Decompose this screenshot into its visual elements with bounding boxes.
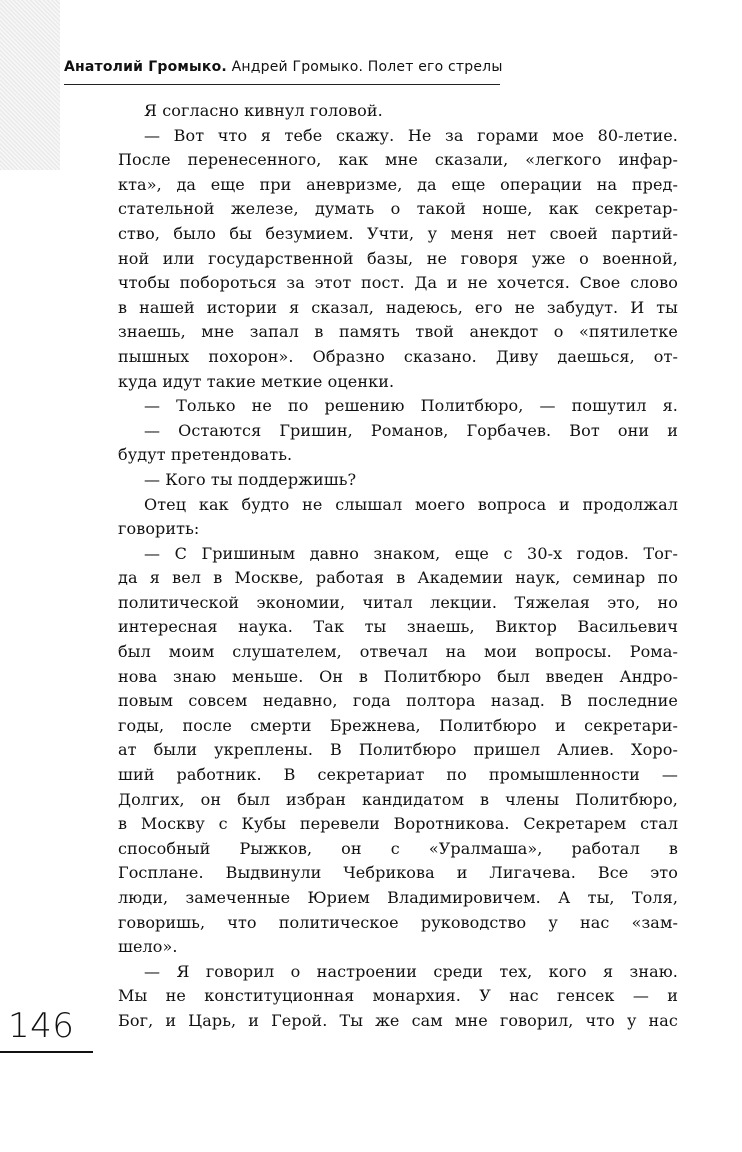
text-line: шело». (118, 937, 178, 957)
page-number-rule (0, 1051, 93, 1053)
text-line: говорить: (118, 519, 200, 539)
text-line: — Вот что я тебе скажу. Не за горами мое 80-летие. (144, 125, 678, 145)
text-line: — Только не по решению Политбюро, — пошутил я. (144, 396, 678, 416)
text-line: знаешь, мне запал в память твой анекдот о «пятилетке (118, 322, 678, 342)
text-line: ной или государственной базы, не говоря уже о военной, (118, 248, 678, 268)
text-line: в нашей истории я сказал, надеюсь, его не забудут. И ты (118, 297, 678, 317)
text-line: Я согласно кивнул головой. (144, 101, 383, 120)
text-line: После перенесенного, как мне сказали, «легкого инфар- (118, 150, 678, 170)
text-line: — Остаются Гришин, Романов, Горбачев. Вот они и (144, 420, 678, 440)
text-line: пышных похорон». Образно сказано. Диву даешься, от- (118, 346, 678, 366)
text-line: говоришь, что политическое руководство у нас «зам- (118, 912, 678, 932)
text-line: — С Гришиным давно знаком, еще с 30-х годов. Тог- (144, 543, 678, 563)
text-line: был моим слушателем, отвечал на мои вопросы. Рома- (118, 642, 678, 662)
text-line: кта», да еще при аневризме, да еще операции на пред- (118, 174, 678, 194)
text-line: способный Рыжков, он с «Уралмаша», работал в (118, 838, 678, 858)
body-text (118, 99, 678, 1034)
page-number: 146 (8, 1006, 75, 1046)
text-line: ство, было бы безумием. Учти, у меня нет своей партий- (118, 223, 678, 243)
text-line: повым совсем недавно, года полтора назад. В последние (118, 691, 678, 711)
text-line: чтобы побороться за этот пост. Да и не хочется. Свое слово (118, 273, 678, 293)
header-rule (64, 84, 500, 85)
text-line: политической экономии, читал лекции. Тяжелая это, но (118, 592, 678, 612)
text-line: люди, замеченные Юрием Владимировичем. А ты, Толя, (118, 888, 678, 907)
header-author: Анатолий Громыко. (64, 59, 227, 75)
text-line: годы, после смерти Брежнева, Политбюро и секретари- (118, 715, 678, 735)
text-line: в Москву с Кубы перевели Воротникова. Секретарем стал (118, 814, 678, 834)
text-line: нова знаю меньше. Он в Политбюро был введен Андро- (118, 666, 678, 686)
text-line: Бог, и Царь, и Герой. Ты же сам мне говорил, что у нас (118, 1010, 678, 1030)
text-line: Госплане. Выдвинули Чебрикова и Лигачева. Все это (118, 863, 678, 883)
page-corner-texture (0, 0, 60, 170)
text-line: Отец как будто не слышал моего вопроса и продолжал (144, 494, 678, 514)
running-header (64, 59, 503, 75)
text-line: — Я говорил о настроении среди тех, кого я знаю. (144, 961, 678, 981)
text-line: будут претендовать. (118, 445, 293, 465)
text-line: интересная наука. Так ты знаешь, Виктор Васильевич (118, 617, 678, 637)
text-line: Долгих, он был избран кандидатом в члены Политбюро, (118, 789, 678, 809)
text-line: стательной железе, думать о такой ноше, как секретар- (118, 199, 678, 219)
text-line: ший работник. В секретариат по промышленности — (118, 765, 678, 785)
text-line: Мы не конституционная монархия. У нас генсек — и (118, 986, 678, 1006)
text-line: куда идут такие меткие оценки. (118, 371, 395, 391)
text-line: ат были укреплены. В Политбюро пришел Алиев. Хоро- (118, 740, 678, 760)
header-title: Андрей Громыко. Полет его стрелы (231, 59, 503, 75)
text-line: — Кого ты поддержишь? (144, 469, 357, 489)
text-line: да я вел в Москве, работая в Академии наук, семинар по (118, 568, 678, 588)
